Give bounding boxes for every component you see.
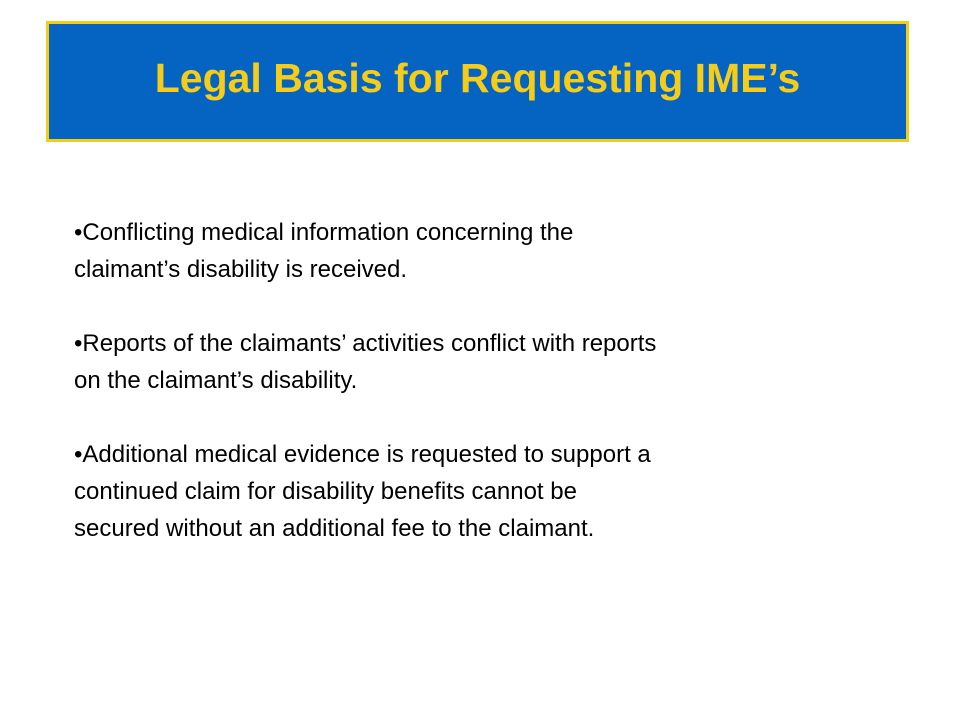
bullet-item: •Conflicting medical information concerning the claimant’s disability is received. [74,219,574,283]
bullet-item: •Additional medical evidence is requested to support a continued claim for disability benefits cannot be secured without an additional fee to the claimant. [74,441,651,542]
bullet-list [74,214,874,584]
bullet-item: •Reports of the claimants’ activities conflict with reports on the claimant’s disability. [74,330,657,394]
title-banner [46,21,909,142]
slide-title: Legal Basis for Requesting IME’s [154,55,801,101]
